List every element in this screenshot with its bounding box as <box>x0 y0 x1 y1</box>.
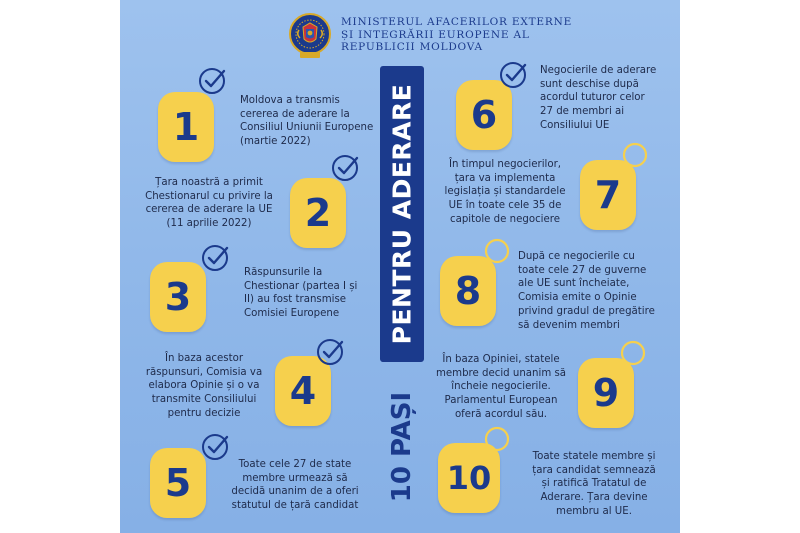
step-line: Răspunsurile la <box>244 267 323 278</box>
step-number: 10 <box>446 459 492 497</box>
moldova-coat-of-arms-icon <box>288 10 332 64</box>
step-tile-1 <box>158 92 214 162</box>
step-line: cererea de aderare la UE <box>145 204 273 216</box>
step-line: Consiliul Uniunii Europene <box>240 122 374 134</box>
step-number: 2 <box>304 191 332 235</box>
step-tile-2 <box>290 178 346 248</box>
step-number: 1 <box>172 105 200 149</box>
step-line: (martie 2022) <box>240 136 311 148</box>
step-line: și ratifică Tratatul de <box>541 478 647 490</box>
empty-circle-icon <box>482 424 512 454</box>
step-number: 9 <box>592 371 620 415</box>
step-tile-5 <box>150 448 206 518</box>
step-line: capitole de negociere <box>449 213 561 225</box>
step-line: oferă acordul său. <box>454 408 548 420</box>
step-line: UE în toate cele 35 de <box>448 200 562 212</box>
step-line: În timpul negocierilor, <box>448 159 562 170</box>
step-text-10 <box>518 450 670 519</box>
step-tile-9 <box>578 358 634 428</box>
step-line: țara candidat semnează <box>532 464 656 476</box>
step-text-4 <box>134 352 274 421</box>
step-line: Comisiei Europene <box>244 308 340 320</box>
step-line: membru al UE. <box>556 505 632 517</box>
step-tile-8 <box>440 256 496 326</box>
step-line: În baza acestor <box>164 353 244 364</box>
step-line: 27 de membri ai <box>540 106 625 118</box>
step-line: cererea de aderare la <box>240 108 350 120</box>
step-line: II) au fost transmise <box>244 294 347 306</box>
step-line: Negocierile de aderare <box>540 65 657 76</box>
step-tile-7 <box>580 160 636 230</box>
step-line: să devenim membri <box>518 319 620 331</box>
step-line: legislația și standardele <box>444 186 566 198</box>
step-line: statutul de țară candidat <box>231 500 359 512</box>
step-number: 5 <box>164 461 192 505</box>
step-line: sunt deschise după <box>540 78 639 90</box>
step-text-1 <box>240 94 373 149</box>
step-line: încheie negocierile. <box>451 381 551 393</box>
ministry-line-3: REPUBLICII MOLDOVA <box>341 41 483 53</box>
step-line: transmite Consiliului <box>151 394 257 406</box>
step-text-6 <box>540 64 656 133</box>
step-line: elabora Opinie și o va <box>148 380 260 392</box>
step-text-7 <box>430 158 580 227</box>
step-number: 6 <box>470 93 498 137</box>
step-line: privind gradul de pregătire <box>518 305 655 317</box>
step-line: Aderare. Țara devine <box>540 492 648 504</box>
step-line: toate cele 27 de guverne <box>518 264 647 276</box>
check-circle-icon <box>197 66 227 96</box>
step-line: Chestionar (partea I și <box>244 280 358 292</box>
empty-circle-icon <box>618 338 648 368</box>
check-circle-icon <box>498 60 528 90</box>
step-text-9 <box>426 353 576 422</box>
infographic-poster <box>120 0 680 533</box>
check-circle-icon <box>330 153 360 183</box>
step-line: În baza Opiniei, statele <box>442 354 560 365</box>
title-banner <box>380 66 424 362</box>
step-tile-3 <box>150 262 206 332</box>
check-circle-icon <box>315 337 345 367</box>
step-line: răspunsuri, Comisia va <box>145 366 263 378</box>
step-line: Moldova a transmis <box>240 95 340 106</box>
step-line: țara va implementa <box>454 172 556 184</box>
step-line: ale UE sunt încheiate, <box>518 278 630 290</box>
step-line: Comisia emite o Opinie <box>518 292 637 304</box>
step-line: membre urmează să <box>242 472 348 484</box>
step-text-2 <box>134 176 284 231</box>
step-line: pentru decizie <box>167 407 241 419</box>
empty-circle-icon <box>482 236 512 266</box>
step-number: 4 <box>289 369 317 413</box>
steps-count-title: 10 PAȘI <box>387 391 417 503</box>
step-text-3 <box>244 266 357 321</box>
step-line: După ce negocierile cu <box>518 251 635 262</box>
ministry-line-2: ȘI INTEGRĂRII EUROPENE AL <box>341 28 530 41</box>
step-line: Chestionarul cu privire la <box>145 190 273 202</box>
step-line: Țara noastră a primit <box>155 177 263 188</box>
step-line: acordul tuturor celor <box>540 92 645 104</box>
empty-circle-icon <box>620 140 650 170</box>
ministry-name <box>341 16 581 54</box>
step-line: decidă unanim de a oferi <box>231 486 359 498</box>
steps-label <box>386 372 418 522</box>
step-line: Parlamentul European <box>444 395 558 407</box>
step-line: Consiliului UE <box>540 119 610 131</box>
step-text-5 <box>220 458 370 513</box>
check-circle-icon <box>200 243 230 273</box>
step-number: 7 <box>594 173 622 217</box>
step-line: Toate statele membre și <box>532 451 656 462</box>
step-tile-6 <box>456 80 512 150</box>
step-text-8 <box>518 250 655 332</box>
step-line: (11 aprilie 2022) <box>166 218 252 230</box>
step-line: membre decid unanim să <box>435 367 567 379</box>
ministry-line-1: MINISTERUL AFACERILOR EXTERNE <box>341 16 573 28</box>
step-number: 8 <box>454 269 482 313</box>
step-line: Toate cele 27 de state <box>238 459 352 470</box>
banner-title: PENTRU ADERARE <box>387 83 417 345</box>
step-number: 3 <box>164 275 192 319</box>
